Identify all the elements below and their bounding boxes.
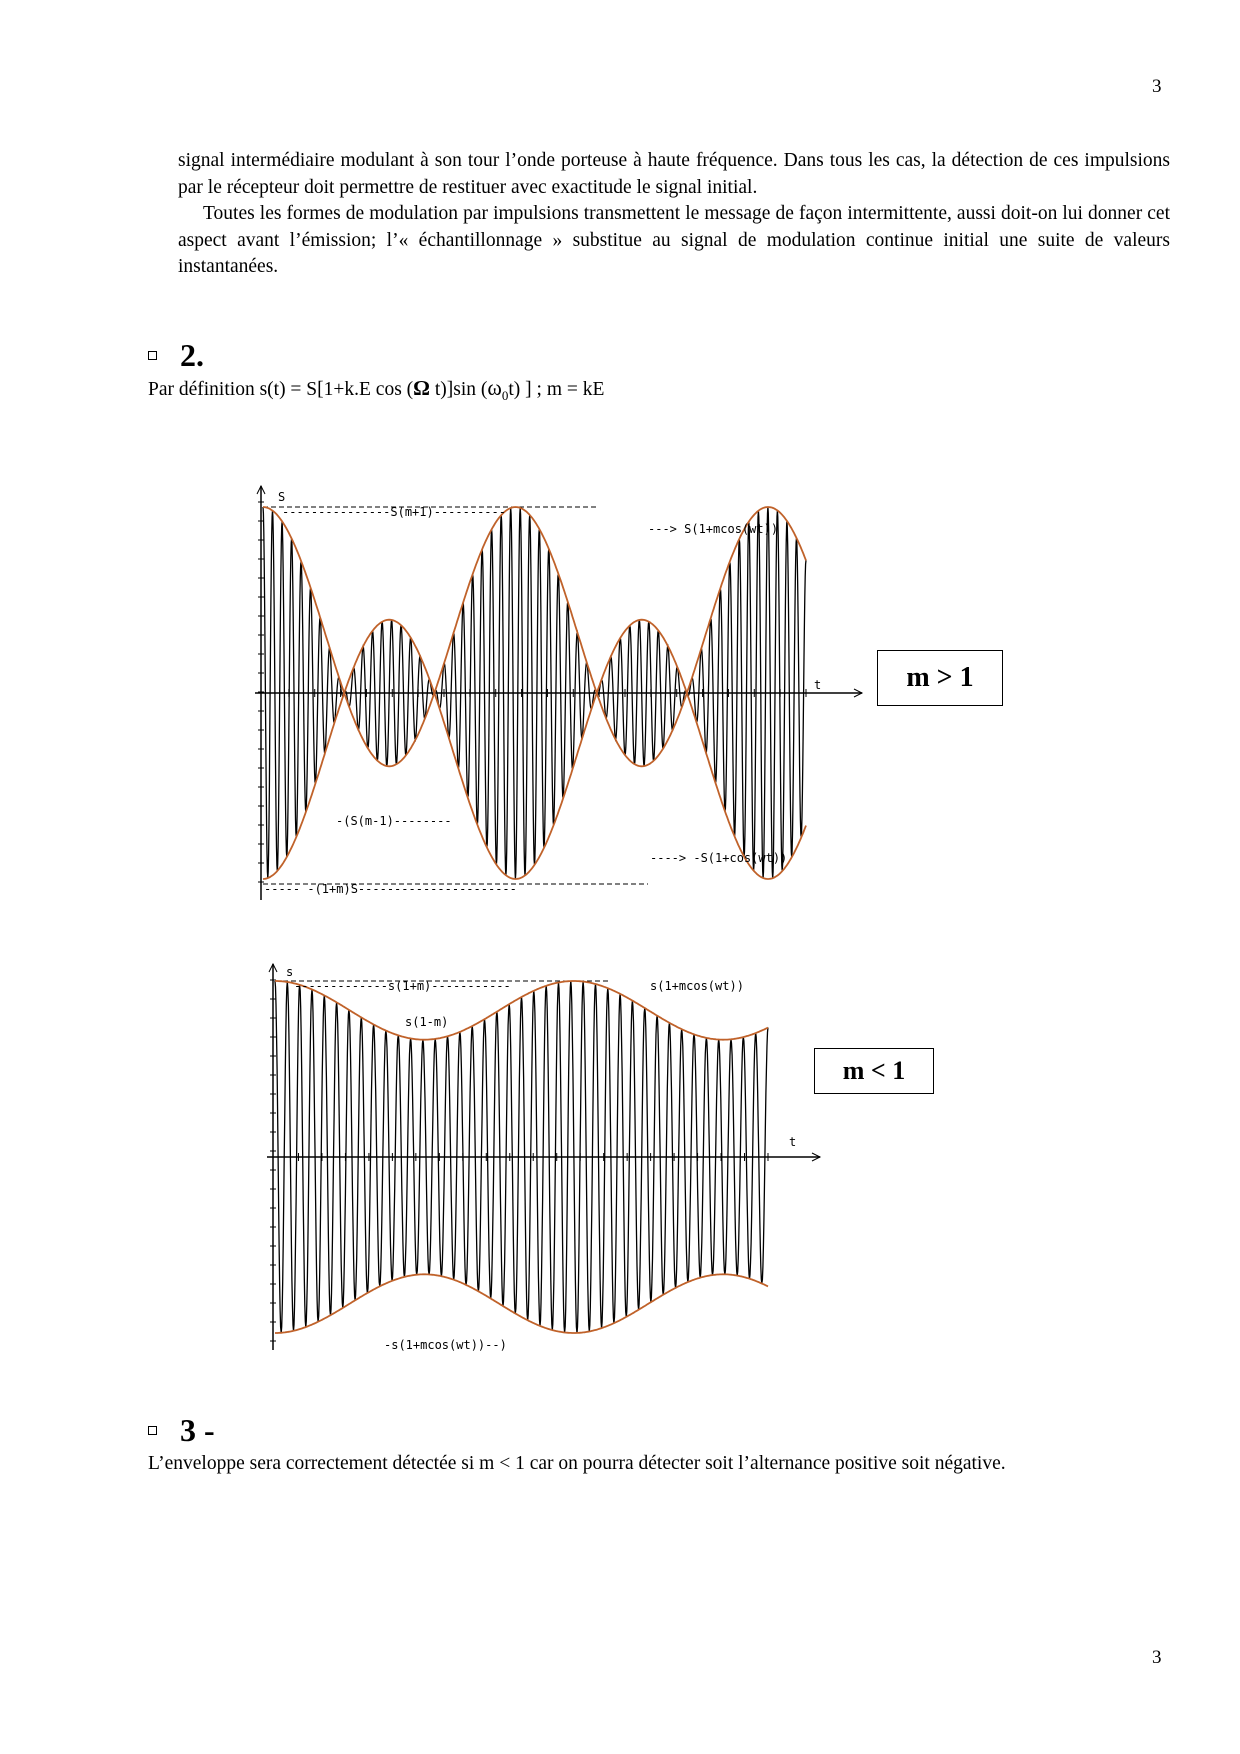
definition-prefix: Par définition s(t) = S[1+k.E cos ( <box>148 379 414 400</box>
chart1-label-env-pos: ---> S(1+mcos(wt)) <box>648 522 779 536</box>
chart1-y-label: S <box>278 490 286 504</box>
chart2-y-label: s <box>286 965 294 979</box>
page-number-bottom: 3 <box>1152 1647 1162 1668</box>
intro-paragraph-2: Toutes les formes de modulation par impulsions transmettent le message de façon intermittente, aussi doit-on lui donner cet aspect avant l’émission; l’« échantillonnage » substitue au signal de modulation continue initial une suite de valeurs instantanées. <box>178 203 1170 277</box>
checkbox-bullet-icon <box>148 1426 157 1435</box>
chart1-label-env-neg: ----> -S(1+cos(wt)) <box>650 851 788 865</box>
page-number-top: 3 <box>1152 76 1162 97</box>
chart2-label-min: s(1-m) <box>405 1015 449 1029</box>
chart2-x-label: t <box>789 1135 797 1149</box>
chart2-m-lt-1-box: m < 1 <box>814 1048 934 1094</box>
section-3-heading <box>148 1412 215 1449</box>
section-2-number: 2. <box>180 337 204 373</box>
chart1-x-label: t <box>814 678 822 692</box>
definition-middle: t)]sin ( <box>430 379 488 400</box>
omega-capital: Ω <box>413 376 430 400</box>
chart1-m-gt-1-box: m > 1 <box>877 650 1003 706</box>
intro-paragraph-1: signal intermédiaire modulant à son tour l’onde porteuse à haute fréquence. Dans tous les cas, la détection de ces impulsions par le récepteur doit permettre de restituer avec exactitude le signal initial. <box>178 150 1170 198</box>
chart1-label-top: ---------------S(m+1)---------- <box>282 505 506 519</box>
chart2-label-env-pos: s(1+mcos(wt)) <box>650 979 744 993</box>
chart1-label-mid: -(S(m-1)-------- <box>336 814 452 828</box>
omega-small: ω <box>487 375 502 400</box>
section-3-text: L’enveloppe sera correctement détectée si m < 1 car on pourra détecter soit l’alternance positive soit négative. <box>148 1453 1006 1474</box>
section-3-number: 3 - <box>180 1412 215 1448</box>
chart2-label-env-neg: -s(1+mcos(wt))--) <box>384 1338 507 1352</box>
chart2-label-top: -------------s(1+m)----------- <box>294 979 511 993</box>
definition-end: t) ] ; m = kE <box>508 379 605 400</box>
chart1-label-bottom: ----- -(1+m)S---------------------- <box>264 882 517 896</box>
omega-subscript: 0 <box>501 387 509 403</box>
c2-envelope-negative <box>275 1274 768 1333</box>
